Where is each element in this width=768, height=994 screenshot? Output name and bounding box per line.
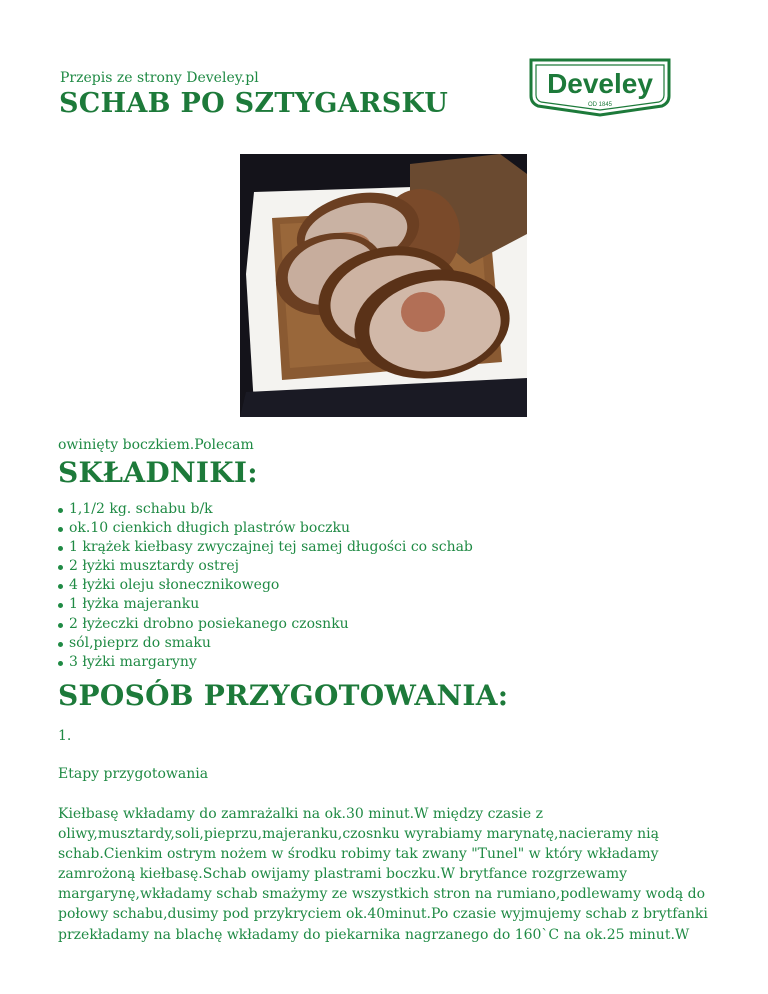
list-item: 1 łyżka majeranku <box>58 595 473 614</box>
instruction-line: oliwy,musztardy,soli,pieprzu,majeranku,czosnku wyrabiamy marynatę,nacieramy nią <box>58 826 659 843</box>
instruction-line: zamrożoną kiełbasę.Schab owijamy plastrami boczku.W brytfance rozgrzewamy <box>58 866 628 883</box>
list-item: 4 łyżki oleju słonecznikowego <box>58 576 473 595</box>
recipe-photo <box>240 154 527 417</box>
list-item: sól,pieprz do smaku <box>58 634 473 653</box>
source-line: Przepis ze strony Develey.pl <box>60 70 259 86</box>
recipe-title: SCHAB PO SZTYGARSKU <box>59 88 449 119</box>
instruction-line: przekładamy na blachę wkładamy do piekarnika nagrzanego do 160`C na ok.25 minut.W <box>58 926 690 943</box>
logo-since-text: OD 1845 <box>587 102 613 108</box>
logo-brand-text: Develey <box>547 68 653 99</box>
develey-logo <box>527 56 673 118</box>
step-number: 1. <box>58 728 72 744</box>
list-item: 2 łyżeczki drobno posiekanego czosnku <box>58 615 473 634</box>
ingredients-list <box>58 500 473 672</box>
stages-label: Etapy przygotowania <box>58 766 209 782</box>
list-item: 1 krążek kiełbasy zwyczajnej tej samej długości co schab <box>58 538 473 557</box>
list-item: ok.10 cienkich długich plastrów boczku <box>58 519 473 538</box>
photo-caption: owinięty boczkiem.Polecam <box>58 437 254 453</box>
list-item: 3 łyżki margaryny <box>58 653 473 672</box>
ingredients-heading: SKŁADNIKI: <box>58 456 258 489</box>
instruction-line: schab.Cienkim ostrym nożem w środku robimy tak zwany "Tunel" w który wkładamy <box>58 846 659 863</box>
instruction-line: margarynę,wkładamy schab smażymy ze wszystkich stron na rumiano,podlewamy wodą do <box>58 886 706 903</box>
list-item: 2 łyżki musztardy ostrej <box>58 557 473 576</box>
instruction-line: Kiełbasę wkładamy do zamrażalki na ok.30 minut.W między czasie z <box>58 806 543 822</box>
list-item: 1,1/2 kg. schabu b/k <box>58 500 473 519</box>
preparation-heading: SPOSÓB PRZYGOTOWANIA: <box>58 679 509 712</box>
instruction-line: połowy schabu,dusimy pod przykryciem ok.40minut.Po czasie wyjmujemy schab z brytfanki <box>58 906 708 923</box>
instructions <box>58 804 718 945</box>
